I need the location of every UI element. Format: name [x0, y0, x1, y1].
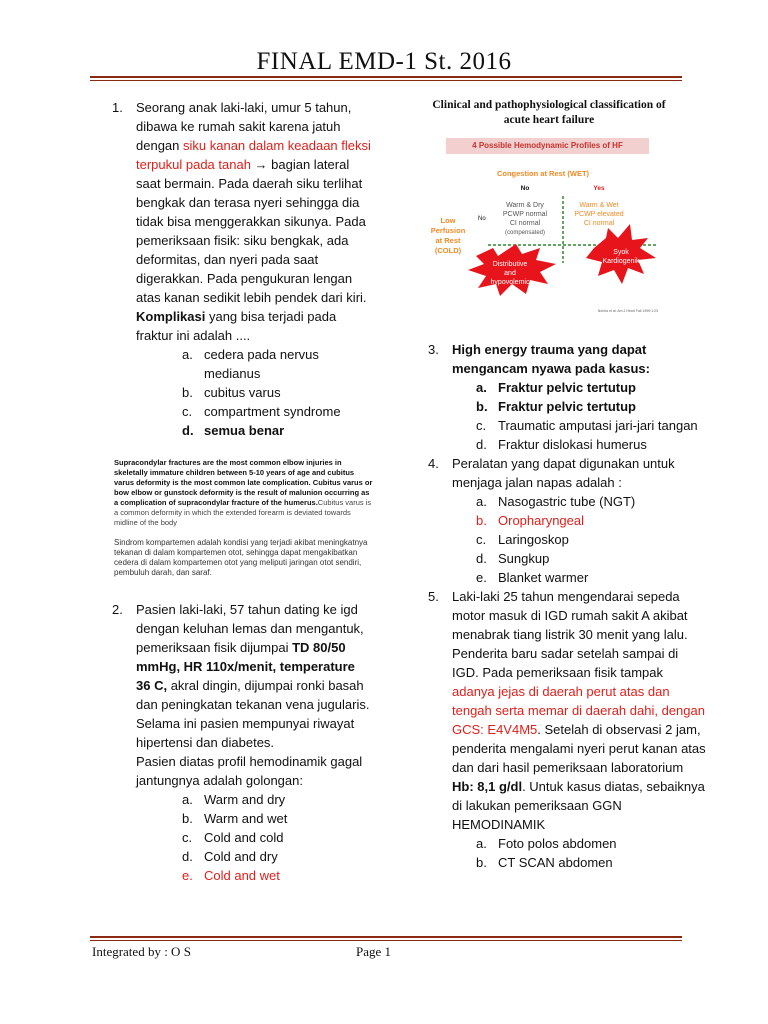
- q4-text: Peralatan yang dapat digunakan untuk menjaga jalan napas adalah :: [452, 456, 675, 490]
- option-letter: a.: [182, 792, 193, 807]
- header-rule: [90, 76, 682, 81]
- option-text: CT SCAN abdomen: [498, 855, 613, 870]
- hemodynamic-profile-figure: [418, 98, 680, 320]
- q4-options: [476, 492, 708, 587]
- q1-text-highlight: siku kanan dalam keadaan fleksi terpukul pada tanah: [136, 138, 371, 172]
- option-text: cubitus varus: [204, 385, 281, 400]
- option-text: Cold and dry: [204, 849, 278, 864]
- option-text: cedera pada nervus medianus: [204, 347, 319, 381]
- option-letter: d.: [182, 423, 194, 438]
- cardiogenic-burst-label: Syok Kardiogenik: [602, 249, 640, 265]
- footer-integrated-by: Integrated by : O S: [92, 944, 191, 959]
- option-letter: b.: [476, 513, 487, 528]
- warm-dry-sub1: PCWP normal: [502, 211, 548, 218]
- option: [476, 568, 708, 587]
- option: [182, 828, 372, 847]
- option: [182, 809, 372, 828]
- q5-text-bold: Hb: 8,1 g/dl: [452, 779, 523, 794]
- option: [476, 416, 708, 435]
- option-text: Fraktur pelvic tertutup: [498, 399, 636, 414]
- warm-wet-sub2: CI normal: [583, 220, 615, 227]
- option-letter: a.: [182, 347, 193, 362]
- option-letter: e.: [476, 570, 487, 585]
- option: [476, 492, 708, 511]
- option: [476, 397, 708, 416]
- option: [182, 866, 372, 885]
- option-letter: d.: [182, 849, 193, 864]
- option-text: Foto polos abdomen: [498, 836, 617, 851]
- q2-text-a: Pasien laki-laki, 57 tahun dating ke igd dengan keluhan lemas dan mengantuk, pemeriksaan fisik dijumpai: [136, 602, 364, 655]
- option: [476, 834, 708, 853]
- option-letter: c.: [476, 418, 487, 433]
- question-4: [428, 454, 708, 587]
- figure-title-line-2: acute heart failure: [503, 114, 595, 126]
- right-column: [428, 340, 708, 872]
- q2-question: Pasien diatas profil hemodinamik gagal jantungnya adalah golongan:: [136, 754, 363, 788]
- question-number: 4.: [428, 456, 439, 471]
- warm-dry-sub3: (compensated): [504, 230, 546, 236]
- document-title: FINAL EMD-1 St. 2016: [256, 48, 512, 75]
- warm-wet-label: Warm & Wet: [579, 202, 619, 209]
- congestion-label: Congestion at Rest (WET): [496, 169, 590, 178]
- option-letter: b.: [182, 385, 193, 400]
- distributive-burst-label: Distributive and hypovolemic: [490, 261, 530, 286]
- option: [182, 402, 372, 421]
- question-number: 1.: [112, 100, 123, 115]
- option-text: Oropharyngeal: [498, 513, 584, 528]
- option: [476, 378, 708, 397]
- q5-text-b: . Setelah di observasi 2 jam, penderita mengalami nyeri perut kanan atas dan dari hasil pemeriksaan laboratorium: [452, 722, 706, 775]
- q2-text-bold: TD 80/50 mmHg, HR 110x/menit, temperature 36 C,: [136, 640, 355, 693]
- option-letter: d.: [476, 437, 487, 452]
- figure-citation: Nohria et al. Am J Heart Fail 1999;1:23: [597, 309, 658, 313]
- option-text: Warm and dry: [204, 792, 286, 807]
- question-number: 5.: [428, 589, 439, 604]
- q1-text-b: → bagian lateral saat bermain. Pada daerah siku terlihat bengkak dan terasa nyeri sehingga dia tidak bisa menggerakkan sikunya. Pada pemeriksaan fisik: siku bengkak, ada deformitas, dan nyeri pada saat digerakkan. Pada pengukuran lengan atas kanan sedikit lebih pendek dari kiri.: [136, 157, 367, 305]
- q3-options: [476, 378, 708, 454]
- left-column: [112, 98, 372, 885]
- option-text: Warm and wet: [204, 811, 288, 826]
- explanation-note-1: [114, 458, 374, 528]
- option-text: Cold and cold: [204, 830, 284, 845]
- option-letter: b.: [182, 811, 193, 826]
- low-perfusion-label: Low Perfusion at Rest (COLD): [430, 216, 466, 255]
- figure-graphic: [418, 98, 680, 320]
- footer-page-number: Page 1: [356, 944, 392, 959]
- note-bold-text: Supracondylar fractures are the most common elbow injuries in skeletally immature children between 5-10 years of age and cubitus varus deformity is the most common late complication. Cubitus varus or bow elbow or gunstock deformity is the result of malunion occurring as a complication of supracondylar fracture of the humerus.: [114, 458, 373, 507]
- option-text: semua benar: [204, 423, 285, 438]
- question-1: [112, 98, 372, 578]
- warm-wet-sub1: PCWP elevated: [574, 211, 624, 218]
- option-text: Cold and wet: [204, 868, 280, 883]
- option: [182, 790, 372, 809]
- q1-options: [182, 345, 372, 440]
- q5-text-highlight: adanya jejas di daerah perut atas dan tengah serta memar di daerah dahi, dengan GCS: E4V4M5: [452, 684, 705, 737]
- q5-text-c: . Untuk kasus diatas, sebaiknya di lakukan pemeriksaan GGN HEMODINAMIK: [452, 779, 705, 832]
- explanation-note-2: Sindrom kompartemen adalah kondisi yang terjadi akibat meningkatnya tekanan di dalam kompartemen otot, sehingga dapat mengakibatkan cedera di dalam kompartemen otot yang meliputi jaringan otot sendiri, pembuluh darah, dan saraf.: [114, 538, 368, 577]
- figure-banner: 4 Possible Hemodynamic Profiles of HF: [446, 138, 649, 154]
- q1-question-rest: yang bisa terjadi pada fraktur ini adalah ....: [136, 309, 337, 343]
- option-text: Sungkup: [498, 551, 550, 566]
- option-letter: a.: [476, 494, 487, 509]
- option-letter: c.: [182, 404, 193, 419]
- q2-text-b: akral dingin, dijumpai ronki basah dan peningkatan tekanan vena jugularis. Selama ini pasien mempunyai riwayat hipertensi dan diabetes.: [136, 678, 370, 750]
- option-text: compartment syndrome: [204, 404, 341, 419]
- q5-text-a: Laki-laki 25 tahun mengendarai sepeda motor masuk di IGD rumah sakit A akibat menabrak tiang listrik 30 menit yang lalu. Penderita baru sadar setelah sampai di IGD. Pada pemeriksaan fisik tampak: [452, 589, 688, 680]
- question-5: [428, 587, 708, 872]
- option: [182, 847, 372, 866]
- option: [182, 421, 372, 440]
- option-letter: a.: [476, 836, 487, 851]
- warm-dry-label: Warm & Dry: [506, 202, 544, 209]
- option-letter: e.: [182, 868, 193, 883]
- question-number: 3.: [428, 342, 439, 357]
- option: [476, 530, 708, 549]
- yes-col-label: Yes: [593, 185, 605, 192]
- question-3: [428, 340, 708, 454]
- option-text: Fraktur pelvic tertutup: [498, 380, 636, 395]
- question-2: [112, 600, 372, 885]
- q1-question-bold: Komplikasi: [136, 309, 206, 324]
- option-text: Fraktur dislokasi humerus: [498, 437, 647, 452]
- q5-options: [476, 834, 708, 872]
- option-text: Blanket warmer: [498, 570, 589, 585]
- q3-text: High energy trauma yang dapat mengancam nyawa pada kasus:: [452, 342, 650, 376]
- warm-dry-sub2: CI normal: [509, 220, 541, 227]
- option: [476, 549, 708, 568]
- option-letter: c.: [182, 830, 193, 845]
- option: [476, 853, 708, 872]
- option-letter: a.: [476, 380, 487, 395]
- option-letter: d.: [476, 551, 487, 566]
- no-col-label: No: [520, 185, 530, 192]
- option-letter: c.: [476, 532, 487, 547]
- no-row-label: No: [478, 216, 486, 222]
- question-number: 2.: [112, 602, 123, 617]
- option-letter: b.: [476, 399, 488, 414]
- option-text: Traumatic amputasi jari-jari tangan: [498, 418, 698, 433]
- option: [476, 511, 708, 530]
- option: [182, 345, 372, 383]
- option-text: Laringoskop: [498, 532, 569, 547]
- footer-rule: [90, 936, 682, 941]
- option-letter: b.: [476, 855, 487, 870]
- option: [182, 383, 372, 402]
- q1-text-a: Seorang anak laki-laki, umur 5 tahun, dibawa ke rumah sakit karena jatuh dengan: [136, 100, 352, 153]
- figure-title-line-1: Clinical and pathophysiological classification of: [432, 99, 666, 111]
- q2-options: [182, 790, 372, 885]
- note-text: Cubitus varus is a common deformity in which the extended forearm is deviated towards midline of the body: [114, 498, 372, 527]
- option: [476, 435, 708, 454]
- option-text: Nasogastric tube (NGT): [498, 494, 636, 509]
